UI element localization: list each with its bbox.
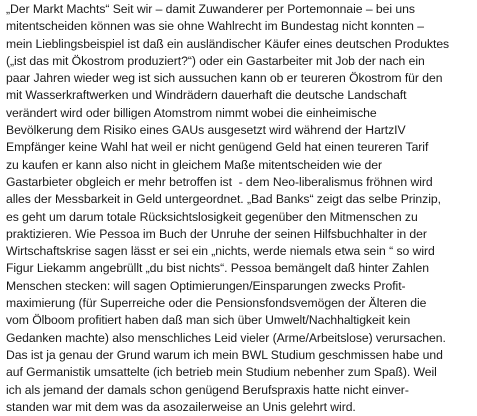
text-line: es geht um darum totale Rücksichtslosigkeit gegenüber den Mitmenschen zu	[6, 209, 418, 224]
text-line: vom Ölboom profitiert haben daß man sich über Umwelt/Nachhaltigkeit kein	[6, 313, 411, 328]
text-line: Bevölkerung dem Risiko eines GAUs ausgesetzt wird während der HartzIV	[6, 123, 406, 138]
text-line: mein Lieblingsbeispiel ist daß ein ausländischer Käufer eines deutschen Produktes	[6, 36, 450, 51]
text-line: Empfänger keine Wahl hat weil er nicht genügend Geld hat einen teureren Tarif	[6, 140, 429, 155]
text-line: alles der Messbarkeit in Geld untergeordnet. „Bad Banks“ zeigt das selbe Prinzip,	[6, 192, 441, 207]
text-line: paar Jahren wieder weg ist sich aussuchen kann ob er teureren Ökostrom für den	[6, 71, 443, 86]
text-line: Gedanken machte) also menschliches Leid vieler (Arme/Arbeitslose) verursachen.	[6, 330, 446, 345]
text-line: „Der Markt Machts“ Seit wir – damit Zuwanderer per Portemonnaie – bei uns	[6, 2, 415, 16]
text-line: Gastarbieter obgleich er mehr betroffen ist - dem Neo-liberalismus fröhnen wird	[6, 174, 433, 189]
text-line: („ist das mit Ökostrom produziert?“) oder ein Gastarbeiter mit Job der nach ein	[6, 53, 425, 68]
text-line: mitentscheiden können was sie ohne Wahlrecht im Bundestag nicht konnten –	[6, 19, 424, 34]
text-line: verändert wird oder billigen Atomstrom nimmt wobei die einheimische	[6, 105, 377, 120]
text-line: Menschen stecken: will sagen Optimierungen/Einsparungen zwecks Profit-	[6, 278, 406, 293]
text-line: maximierung (für Superreiche oder die Pensionsfondsvemögen der Älteren die	[6, 296, 427, 311]
text-line: Das ist ja genau der Grund warum ich mein BWL Studium geschmissen habe und	[6, 347, 443, 362]
text-line: standen war mit dem was da asozailerweise an Unis gelehrt wird.	[6, 399, 356, 414]
document-body	[6, 1, 474, 416]
text-line: praktizieren. Wie Pessoa im Buch der Unruhe der seinen Hilfsbuchhalter in der	[6, 226, 427, 241]
text-line: zu kaufen er kann also nicht in gleichem Maße mitentscheiden wie der	[6, 157, 382, 172]
text-line: Wirtschaftskrise sagen lässt er sei ein „nichts, werde niemals etwa sein “ so wird	[6, 244, 435, 259]
text-line: auf Germanistik umsattelte (ich betrieb mein Studium nebenher zum Spaß). Weil	[6, 365, 437, 380]
text-line: mit Wasserkraftwerken und Windrädern dauerhaft die deutsche Landschaft	[6, 88, 407, 103]
text-line: ich als jemand der damals schon genügend Berufspraxis hatte nicht einver-	[6, 382, 409, 397]
text-line: Figur Liekamm angebrüllt „du bist nichts“. Pessoa bemängelt daß hinter Zahlen	[6, 261, 429, 276]
